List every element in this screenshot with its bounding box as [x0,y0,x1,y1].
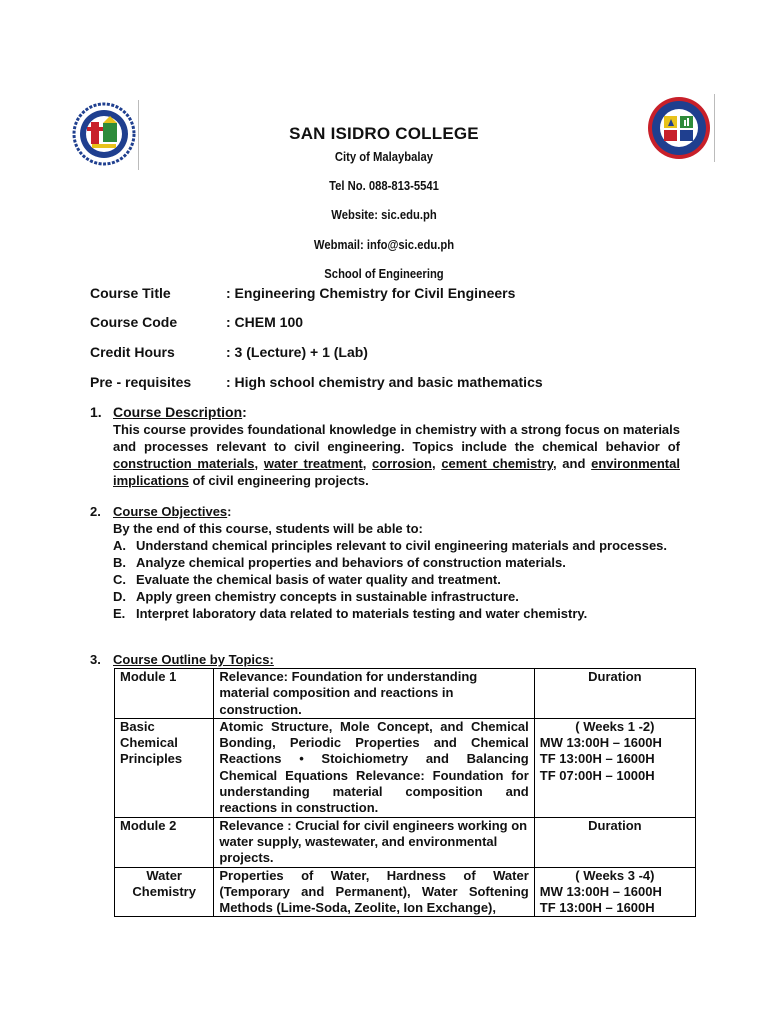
list-item [113,588,680,605]
list-item [113,605,680,622]
duration-schedule: TF 13:00H – 1600H [539,900,655,916]
table-row [115,817,696,867]
description-topic: water treatment [263,456,363,471]
table-cell-module: Water Chemistry [115,867,214,917]
description-topic: environmental implications [113,456,680,488]
list-item-text: Understand chemical principles relevant to civil engineering materials and processes. [136,538,668,553]
table-cell-topic: Properties of Water, Hardness of Water (Temporary and Permanent), Water Softening Methods (Lime-Soda, Zeolite, Ion Exchange), [214,867,534,917]
section-number: 3. [90,652,101,667]
table-row [115,669,696,719]
list-item-text: Evaluate the chemical basis of water quality and treatment. [136,572,501,587]
college-website: Website: sic.edu.ph [331,208,437,222]
list-item-letter: A. [113,538,126,553]
course-objectives-section [90,503,680,622]
course-outline-table [114,668,696,917]
description-separator: , [254,456,264,471]
table-cell-module: Basic Chemical Principles [115,718,214,817]
credit-hours-value: : 3 (Lecture) + 1 (Lab) [226,344,368,360]
course-outline-heading [90,651,680,668]
course-description-heading [90,404,680,421]
duration-schedule: MW 13:00H – 1600H [539,735,662,751]
table-cell-topic: Relevance : Crucial for civil engineers working on water supply, wastewater, and environmental projects. [214,817,534,867]
list-item [113,554,680,571]
section-colon: : [242,404,247,420]
table-cell-duration [534,718,695,817]
course-code-label: Course Code [90,314,178,330]
description-topic: corrosion [372,456,433,471]
course-code-row [90,314,303,330]
table-cell-duration: Duration [534,817,695,867]
table-row [115,718,696,817]
list-item-text: Apply green chemistry concepts in sustainable infrastructure. [136,589,519,604]
section-colon: : [227,504,232,519]
course-code-value: : CHEM 100 [226,314,304,330]
course-objectives-heading [90,503,680,520]
description-text: of civil engineering projects. [188,473,369,488]
prerequisites-label: Pre - requisites [90,374,192,390]
list-item [113,537,680,554]
list-item-text: Interpret laboratory data related to materials testing and water chemistry. [136,606,588,621]
section-title: Course Description [113,404,243,420]
objectives-list [113,537,680,622]
description-separator: , and [553,456,592,471]
description-topic: cement chemistry [441,456,553,471]
section-title: Course Objectives [113,504,228,519]
objectives-intro: By the end of this course, students will be able to: [113,521,423,536]
duration-weeks: ( Weeks 3 -4) [575,867,655,883]
credit-hours-label: Credit Hours [90,344,175,360]
table-cell-topic: Atomic Structure, Mole Concept, and Chemical Bonding, Periodic Properties and Chemical Reactions • Stoichiometry and Balancing Chemical Equations Relevance: Foundation for understanding material composition and reactions in construction. [214,718,534,817]
description-separator: , [362,456,373,471]
college-webmail: Webmail: info@sic.edu.ph [313,238,455,252]
table-cell-duration: Duration [534,669,695,719]
description-separator: , [432,456,442,471]
list-item [113,571,680,588]
list-item-letter: D. [113,589,126,604]
college-city: City of Malaybalay [334,150,434,164]
list-item-letter: C. [113,572,126,587]
college-telephone: Tel No. 088-813-5541 [329,179,439,193]
section-number: 2. [90,504,101,519]
list-item-letter: B. [113,555,126,570]
description-text: This course provides foundational knowledge in chemistry with a strong focus on materials and processes relevant to civil engineering. Topics include the chemical behavior of [113,422,680,454]
table-cell-duration [534,867,695,917]
table-row [115,867,696,917]
course-title-label: Course Title [90,285,171,301]
list-item-letter: E. [113,606,126,621]
section-title: Course Outline by Topics: [113,652,274,667]
course-description-section [90,404,680,489]
course-title-value: : Engineering Chemistry for Civil Engineers [226,285,516,301]
duration-weeks: ( Weeks 1 -2) [575,718,655,734]
duration-schedule: TF 13:00H – 1600H [539,751,655,767]
credit-hours-row [90,344,368,360]
description-topic: construction materials [113,456,255,471]
prerequisites-row [90,374,543,390]
course-title-row [90,285,515,301]
list-item-text: Analyze chemical properties and behaviors of construction materials. [136,555,566,570]
duration-schedule: TF 07:00H – 1000H [539,767,655,783]
table-cell-topic: Relevance: Foundation for understanding material composition and reactions in construction. [214,669,534,719]
college-name: SAN ISIDRO COLLEGE [289,124,479,143]
school-name: School of Engineering [324,267,444,281]
table-cell-module: Module 2 [115,817,214,867]
duration-schedule: MW 13:00H – 1600H [539,883,662,899]
course-description-text [113,421,680,489]
table-cell-module: Module 1 [115,669,214,719]
section-number: 1. [90,404,102,420]
prerequisites-value: : High school chemistry and basic mathematics [226,374,543,390]
